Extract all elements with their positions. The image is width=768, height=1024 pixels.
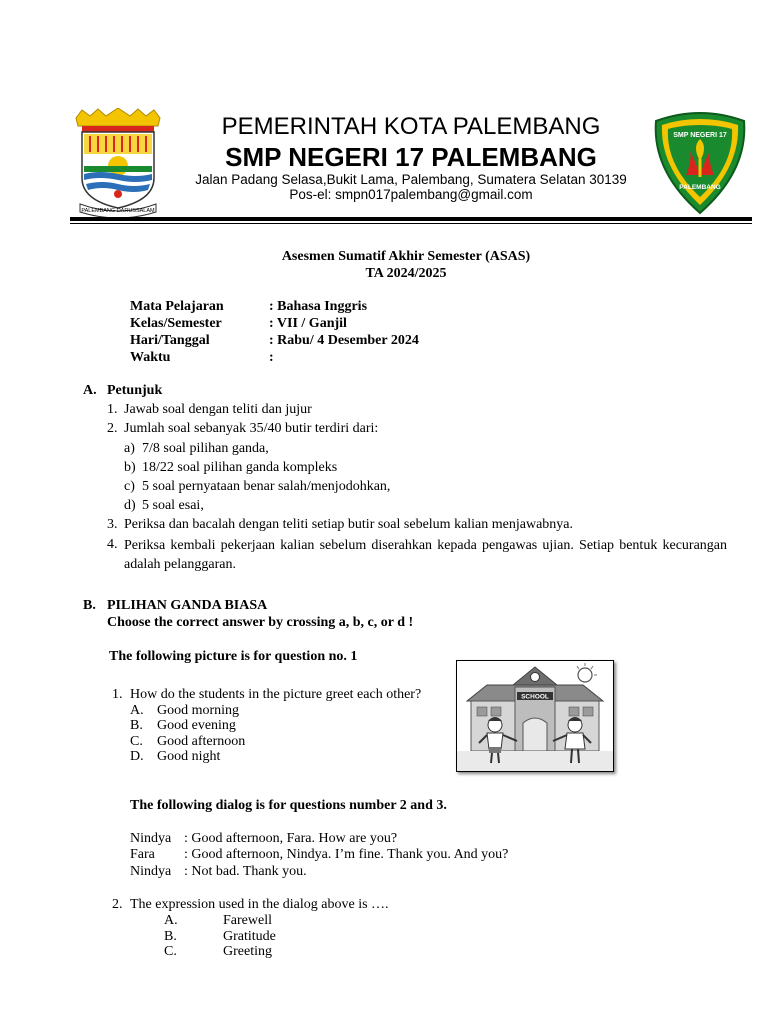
info-value: : (269, 350, 274, 365)
option-letter: D. (130, 749, 144, 764)
dialog-speaker: Fara (130, 847, 155, 862)
sub-list-letter: c) (124, 479, 135, 494)
header-rule-thick (70, 217, 752, 221)
dialog-line: : Not bad. Thank you. (184, 864, 307, 879)
school-logo-caption-bottom: PALEMBANG (679, 184, 721, 191)
sub-list-letter: a) (124, 441, 135, 456)
info-value: : Bahasa Inggris (269, 299, 368, 314)
school-logo-caption-top: SMP NEGERI 17 (673, 132, 727, 139)
dialog-speaker: Nindya (130, 831, 172, 846)
option-letter: A. (130, 703, 144, 718)
exam-year: TA 2024/2025 (365, 266, 447, 281)
info-label: Hari/Tanggal (130, 333, 210, 348)
question-text: The expression used in the dialog above is …. (130, 897, 389, 912)
info-label: Mata Pelajaran (130, 299, 224, 314)
school-address: Jalan Padang Selasa,Bukit Lama, Palembang, Sumatera Selatan 30139 (195, 172, 627, 187)
exam-title: Asesmen Sumatif Akhir Semester (ASAS) (281, 249, 531, 264)
school-email: Pos-el: smpn017palembang@gmail.com (289, 187, 533, 202)
list-number: 2. (107, 421, 118, 436)
option-letter: C. (130, 734, 143, 749)
info-label: Kelas/Semester (130, 316, 222, 331)
section-b-instruction: Choose the correct answer by crossing a, b, c, or d ! (107, 615, 414, 630)
sub-list-item: 18/22 soal pilihan ganda kompleks (142, 460, 338, 475)
sub-list-letter: b) (124, 460, 136, 475)
info-label: Waktu (130, 350, 171, 365)
sub-list-item: 7/8 soal pilihan ganda, (142, 441, 269, 456)
list-number: 3. (107, 517, 118, 532)
section-a-heading: Petunjuk (107, 383, 163, 398)
list-item: Jumlah soal sebanyak 35/40 butir terdiri dari: (124, 421, 379, 436)
section-b-letter: B. (83, 598, 96, 613)
school-logo (652, 111, 748, 215)
section-b-heading: PILIHAN GANDA BIASA (107, 598, 268, 613)
list-item: Periksa dan bacalah dengan teliti setiap butir soal sebelum kalian menjawabnya. (124, 517, 574, 532)
question-number: 1. (112, 687, 123, 702)
option-letter: C. (164, 944, 177, 959)
option-letter: B. (130, 718, 143, 733)
gov-title: PEMERINTAH KOTA PALEMBANG (221, 113, 601, 140)
sub-list-item: 5 soal pernyataan benar salah/menjodohkan, (142, 479, 391, 494)
list-item: Jawab soal dengan teliti dan jujur (124, 402, 312, 417)
list-number: 4. (107, 537, 118, 552)
option-letter: B. (164, 929, 177, 944)
option-text: Good afternoon (157, 734, 246, 749)
city-logo-caption: PALEMBANG DARUSSALAM (81, 208, 155, 214)
dialog-line: : Good afternoon, Nindya. I’m fine. Thank you. And you? (184, 847, 509, 862)
list-number: 1. (107, 402, 118, 417)
school-sign: SCHOOL (521, 693, 549, 701)
list-item: Periksa kembali pekerjaan kalian sebelum diserahkan kepada pengawas ujian. Setiap bentuk kecurangan adalah pelanggaran. (124, 538, 727, 572)
dialog-note: The following dialog is for questions number 2 and 3. (130, 798, 447, 813)
header-rule-thin (70, 223, 752, 224)
picture-note: The following picture is for question no. 1 (109, 649, 358, 664)
question-text: How do the students in the picture greet each other? (130, 687, 422, 702)
info-value: : VII / Ganjil (269, 316, 347, 331)
option-text: Good night (157, 749, 221, 764)
option-letter: A. (164, 913, 178, 928)
dialog-line: : Good afternoon, Fara. How are you? (184, 831, 398, 846)
sub-list-item: 5 soal esai, (142, 498, 204, 513)
option-text: Good morning (157, 703, 240, 718)
question-number: 2. (112, 897, 123, 912)
option-text: Good evening (157, 718, 236, 733)
option-text: Gratitude (223, 929, 276, 944)
option-text: Greeting (223, 944, 272, 959)
dialog-speaker: Nindya (130, 864, 172, 879)
section-a-letter: A. (83, 383, 97, 398)
option-text: Farewell (223, 913, 272, 928)
school-title: SMP NEGERI 17 PALEMBANG (225, 142, 597, 172)
info-value: : Rabu/ 4 Desember 2024 (269, 333, 419, 348)
sub-list-letter: d) (124, 498, 136, 513)
school-picture (456, 660, 614, 772)
